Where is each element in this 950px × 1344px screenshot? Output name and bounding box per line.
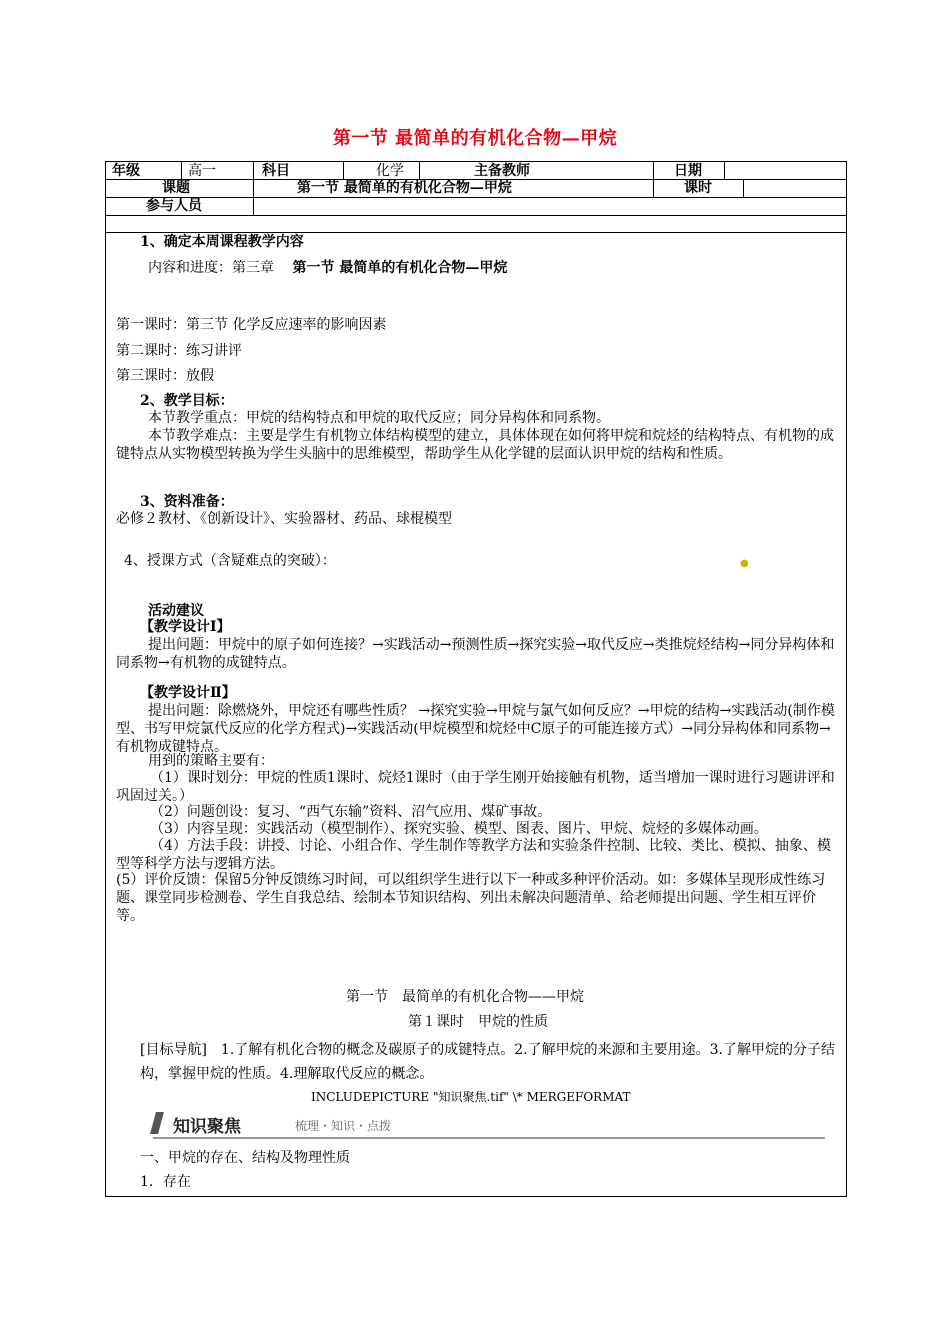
- table-rule: [106, 197, 846, 198]
- table-col-rule: [253, 162, 254, 215]
- topic-label: 课题: [162, 180, 190, 196]
- design-1-heading: 【教学设计Ⅰ】: [140, 619, 231, 635]
- topic-value: 第一节 最简单的有机化合物—甲烷: [297, 180, 512, 196]
- lesson-subheading: 第１课时 甲烷的性质: [408, 1014, 548, 1030]
- period-label: 课时: [684, 180, 712, 196]
- banner-subtitle: 梳理・知识・点拨: [295, 1119, 392, 1133]
- table-col-rule: [653, 162, 654, 197]
- include-picture-field: INCLUDEPICTURE "知识聚焦.tif" \* MERGEFORMAT: [311, 1090, 631, 1104]
- banner-rule: [153, 1137, 825, 1139]
- subject-label: 科目: [262, 163, 290, 179]
- lesson-1: 第一课时：第三节 化学反应速率的影响因素: [116, 317, 387, 333]
- lesson-3: 第三课时：放假: [116, 368, 214, 384]
- table-rule: [106, 215, 846, 216]
- participants-label: 参与人员: [146, 198, 202, 214]
- lesson-heading: 第一节 最简单的有机化合物——甲烷: [346, 989, 584, 1005]
- table-col-rule: [181, 162, 182, 179]
- section-3-heading: 3、资料准备：: [140, 494, 234, 510]
- teacher-label: 主备教师: [474, 163, 530, 179]
- stray-dot: ●: [740, 558, 749, 569]
- banner-title: 知识聚焦: [173, 1117, 241, 1137]
- design-2-text: 提出问题：除燃烧外，甲烷还有哪些性质？ →探究实验→甲烷与氯气如何反应？→甲烷的结构→实践活动(制作模型、书写甲烷氯代反应的化学方程式)→实践活动(甲烷模型和烷烃中C原子的可能连接方式）→同分异构体和同系物→有机物成键特点。: [116, 703, 835, 755]
- knowledge-focus-banner: [153, 1112, 825, 1140]
- grade-value: 高一: [188, 163, 216, 179]
- lesson-2: 第二课时：练习讲评: [116, 343, 242, 359]
- strategy-3: （3）内容呈现：实践活动（模型制作）、探究实验、模型、图表、图片、甲烷、烷烃的多媒体动画。: [150, 821, 768, 837]
- date-label: 日期: [674, 163, 702, 179]
- design-2-heading: 【教学设计Ⅱ】: [140, 685, 236, 701]
- strategy-1: （1）课时划分：甲烷的性质1课时、烷烃1课时（由于学生刚开始接触有机物，适当增加一课时进行习题讲评和巩固过关。）: [116, 770, 835, 804]
- strategy-2: （2）问题创设：复习、“西气东输”资料、沼气应用、煤矿事故。: [150, 804, 552, 820]
- table-col-rule: [343, 162, 344, 179]
- item-1: 1．存在: [140, 1174, 191, 1190]
- teaching-difficulty: 本节教学难点：主要是学生有机物立体结构模型的建立，具体体现在如何将甲烷和烷烃的结构特点、有机物的成键特点从实物模型转换为学生头脑中的思维模型，帮助学生从化学键的层面认识甲烷的结构和性质。: [116, 428, 834, 462]
- section-2-heading: 2、教学目标：: [140, 393, 234, 409]
- lesson-plan-table: [105, 161, 847, 1197]
- activity-heading: 活动建议: [148, 603, 204, 619]
- progress-chapter: 第一节 最简单的有机化合物—甲烷: [292, 260, 508, 276]
- teaching-key-point: 本节教学重点：甲烷的结构特点和甲烷的取代反应；同分异构体和同系物。: [148, 410, 610, 426]
- subject-value: 化学: [376, 163, 404, 179]
- design-1-text: 提出问题：甲烷中的原子如何连接？→实践活动→预测性质→探究实验→取代反应→类推烷烃结构→同分异构体和同系物→有机物的成键特点。: [116, 637, 835, 671]
- grade-label: 年级: [112, 163, 140, 179]
- part-1-heading: 一、甲烷的存在、结构及物理性质: [140, 1150, 350, 1166]
- section-1-content: [148, 259, 507, 277]
- section-1-heading: 1、确定本周课程教学内容: [140, 234, 304, 250]
- section-4-heading: 4、授课方式（含疑难点的突破）：: [124, 553, 336, 569]
- strategy-heading: 用到的策略主要有：: [148, 753, 274, 769]
- strategy-4: （4）方法手段：讲授、讨论、小组合作、学生制作等教学方法和实验条件控制、比较、类比、模拟、抽象、模型等科学方法与逻辑方法。: [116, 838, 831, 872]
- banner-accent: [150, 1112, 164, 1134]
- table-col-rule: [743, 179, 744, 197]
- goals-navigation: [目标导航] 1.了解有机化合物的概念及碳原子的成键特点。2.了解甲烷的来源和主要用途。3.了解甲烷的分子结构，掌握甲烷的性质。4.理解取代反应的概念。: [140, 1042, 835, 1082]
- strategy-5: (5）评价反馈：保留5分钟反馈练习时间，可以组织学生进行以下一种或多种评价活动。如：多媒体呈现形成性练习题、课堂同步检测卷、学生自我总结、绘制本节知识结构、列出未解决问题清单、给老师提出问题、学生相互评价等。: [116, 872, 826, 924]
- materials: 必修２教材、《创新设计》、实验器材、药品、球棍模型: [116, 511, 452, 527]
- table-col-rule: [419, 162, 420, 179]
- page-title: 第一节 最简单的有机化合物—甲烷: [332, 128, 618, 149]
- table-col-rule: [724, 162, 725, 179]
- progress-label: 内容和进度：第三章: [148, 260, 274, 276]
